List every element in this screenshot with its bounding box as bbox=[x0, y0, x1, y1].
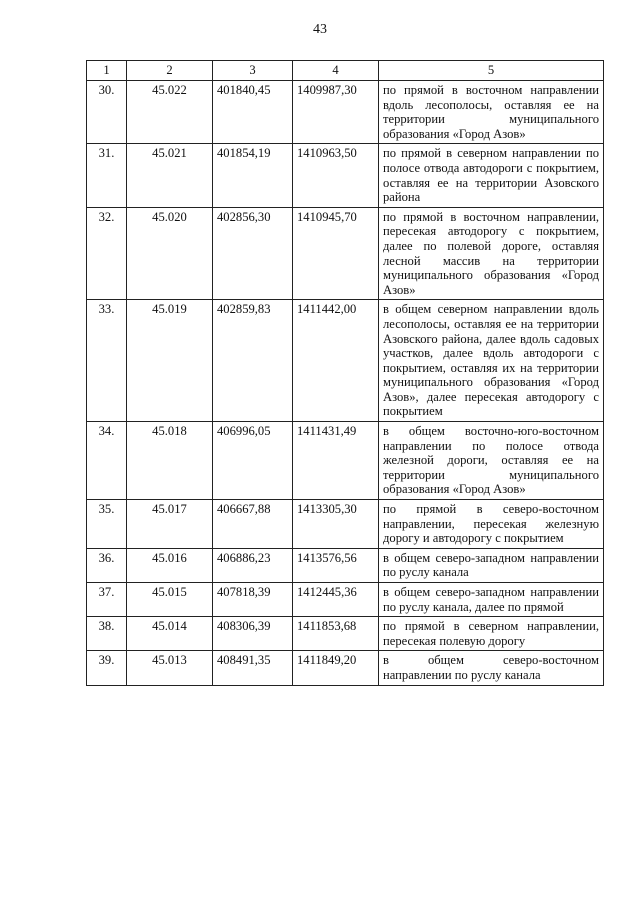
table-row bbox=[87, 422, 604, 500]
row-number-cell: 36. bbox=[87, 548, 127, 582]
coord-y-cell: 1413576,56 bbox=[293, 548, 379, 582]
point-code-cell: 45.013 bbox=[127, 651, 213, 685]
boundary-description-cell: по прямой в северо-восточном направлении, пересекая железную дорогу и автодорогу с покрытием bbox=[379, 500, 604, 549]
coord-y-cell: 1411849,20 bbox=[293, 651, 379, 685]
column-header: 5 bbox=[379, 61, 604, 81]
table-row bbox=[87, 583, 604, 617]
coord-y-cell: 1410945,70 bbox=[293, 207, 379, 300]
page-number: 43 bbox=[313, 22, 327, 37]
coord-x-cell: 402859,83 bbox=[213, 300, 293, 422]
table-row bbox=[87, 144, 604, 207]
point-code-cell: 45.014 bbox=[127, 617, 213, 651]
coord-y-cell: 1413305,30 bbox=[293, 500, 379, 549]
point-code-cell: 45.016 bbox=[127, 548, 213, 582]
coord-x-cell: 406667,88 bbox=[213, 500, 293, 549]
point-code-cell: 45.021 bbox=[127, 144, 213, 207]
row-number-cell: 30. bbox=[87, 81, 127, 144]
column-header: 2 bbox=[127, 61, 213, 81]
coord-x-cell: 408491,35 bbox=[213, 651, 293, 685]
coord-x-cell: 406996,05 bbox=[213, 422, 293, 500]
point-code-cell: 45.022 bbox=[127, 81, 213, 144]
table-body bbox=[87, 81, 604, 686]
point-code-cell: 45.018 bbox=[127, 422, 213, 500]
table-row bbox=[87, 617, 604, 651]
boundary-description-cell: в общем северо-западном направлении по руслу канала, далее по прямой bbox=[379, 583, 604, 617]
table-row bbox=[87, 500, 604, 549]
row-number-cell: 33. bbox=[87, 300, 127, 422]
row-number-cell: 31. bbox=[87, 144, 127, 207]
coord-y-cell: 1411442,00 bbox=[293, 300, 379, 422]
coord-x-cell: 408306,39 bbox=[213, 617, 293, 651]
row-number-cell: 38. bbox=[87, 617, 127, 651]
boundary-description-cell: в общем северо-восточном направлении по руслу канала bbox=[379, 651, 604, 685]
coord-x-cell: 401854,19 bbox=[213, 144, 293, 207]
column-header: 4 bbox=[293, 61, 379, 81]
boundary-description-cell: в общем северном направлении вдоль лесополосы, оставляя ее на территории Азовского района, далее вдоль садовых участков, далее вдоль автодороги с покрытием, оставляя их на территории муниципального образования «Город Азов», далее пересекая автодорогу с покрытием bbox=[379, 300, 604, 422]
table-header-row bbox=[87, 61, 604, 81]
coord-y-cell: 1409987,30 bbox=[293, 81, 379, 144]
coord-y-cell: 1411431,49 bbox=[293, 422, 379, 500]
coord-y-cell: 1411853,68 bbox=[293, 617, 379, 651]
row-number-cell: 32. bbox=[87, 207, 127, 300]
boundary-table bbox=[86, 60, 604, 686]
coord-x-cell: 401840,45 bbox=[213, 81, 293, 144]
coord-x-cell: 407818,39 bbox=[213, 583, 293, 617]
table-row bbox=[87, 300, 604, 422]
row-number-cell: 37. bbox=[87, 583, 127, 617]
table-row bbox=[87, 548, 604, 582]
point-code-cell: 45.017 bbox=[127, 500, 213, 549]
boundary-description-cell: по прямой в северном направлении по полосе отвода автодороги с покрытием, оставляя ее на территории Азовского района bbox=[379, 144, 604, 207]
coord-x-cell: 406886,23 bbox=[213, 548, 293, 582]
row-number-cell: 39. bbox=[87, 651, 127, 685]
table-row bbox=[87, 81, 604, 144]
point-code-cell: 45.020 bbox=[127, 207, 213, 300]
row-number-cell: 35. bbox=[87, 500, 127, 549]
coord-y-cell: 1410963,50 bbox=[293, 144, 379, 207]
point-code-cell: 45.015 bbox=[127, 583, 213, 617]
boundary-description-cell: по прямой в восточном направлении вдоль лесополосы, оставляя ее на территории муниципального образования «Город Азов» bbox=[379, 81, 604, 144]
coord-y-cell: 1412445,36 bbox=[293, 583, 379, 617]
boundary-description-cell: в общем северо-западном направлении по руслу канала bbox=[379, 548, 604, 582]
table-row bbox=[87, 207, 604, 300]
boundary-description-cell: по прямой в северном направлении, пересекая полевую дорогу bbox=[379, 617, 604, 651]
boundary-description-cell: по прямой в восточном направлении, пересекая автодорогу с покрытием, далее по полевой дороге, оставляя лесной массив на территории муниципального образования «Город Азов» bbox=[379, 207, 604, 300]
point-code-cell: 45.019 bbox=[127, 300, 213, 422]
coord-x-cell: 402856,30 bbox=[213, 207, 293, 300]
column-header: 3 bbox=[213, 61, 293, 81]
boundary-description-cell: в общем восточно-юго-восточном направлении по полосе отвода железной дороги, оставляя ее на территории муниципального образования «Город Азов» bbox=[379, 422, 604, 500]
table-row bbox=[87, 651, 604, 685]
row-number-cell: 34. bbox=[87, 422, 127, 500]
column-header: 1 bbox=[87, 61, 127, 81]
